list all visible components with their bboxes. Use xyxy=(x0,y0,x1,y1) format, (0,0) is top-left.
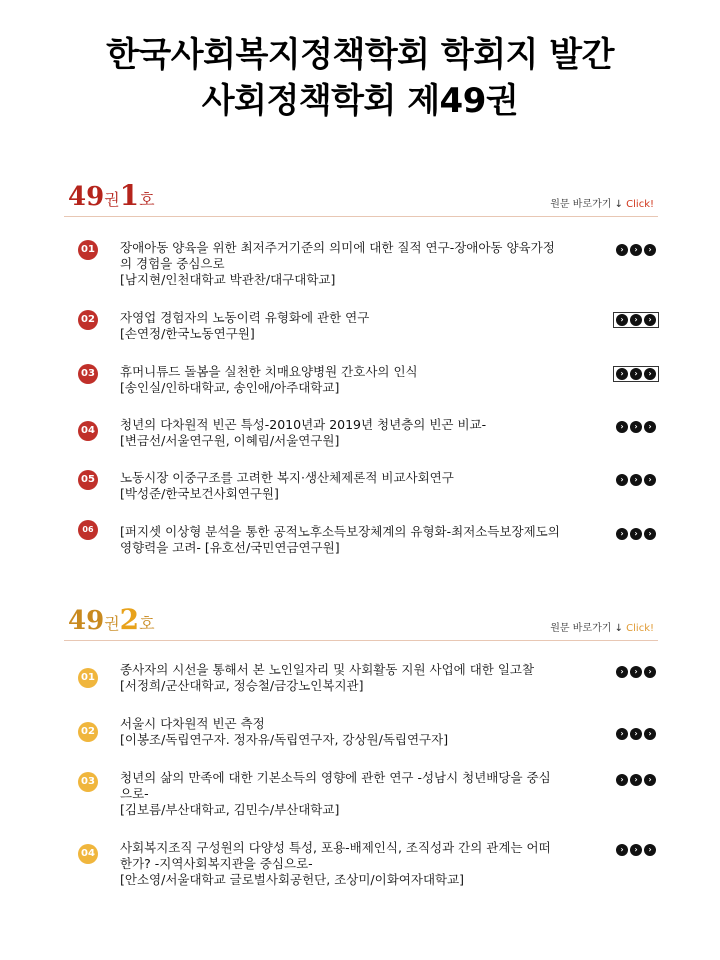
open-paper-button[interactable] xyxy=(616,728,656,740)
click-label: Click! xyxy=(626,623,654,634)
open-paper-button[interactable] xyxy=(616,474,656,486)
go-to-original-label: 원문 바로가기 ↓ xyxy=(550,199,623,210)
paper-title: 청년의 삶의 만족에 대한 기본소득의 영향에 관한 연구 -성남시 청년배당을 중심으로- xyxy=(120,770,551,801)
issue-2-section xyxy=(64,603,658,887)
arrow-right-icon: › xyxy=(644,474,656,486)
arrow-right-icon: › xyxy=(616,244,628,256)
page-title-line1: 한국사회복지정책학회 학회지 발간 xyxy=(106,35,614,75)
item-number-badge: 04 xyxy=(78,844,98,864)
arrow-right-icon: › xyxy=(630,528,642,540)
arrow-right-icon: › xyxy=(644,844,656,856)
open-paper-button[interactable] xyxy=(614,313,658,327)
paper-title: 장애아동 양육을 위한 최저주거기준의 의미에 대한 질적 연구-장애아동 양육가정의 경험을 중심으로 xyxy=(120,240,555,271)
arrow-right-icon: › xyxy=(644,421,656,433)
open-paper-button[interactable] xyxy=(614,367,658,381)
paper-authors: [서정희/군산대학교, 정승철/금강노인복지관] xyxy=(120,678,364,693)
paper-title: 사회복지조직 구성원의 다양성 특성, 포용-배제인식, 조직성과 간의 관계는 어떠한가? -지역사회복지관을 중심으로- xyxy=(120,840,551,871)
arrow-right-icon: › xyxy=(616,774,628,786)
item-number-badge: 06 xyxy=(78,520,98,540)
issue-number: 1 xyxy=(119,179,140,212)
paper-authors: [변금선/서울연구원, 이혜림/서울연구원] xyxy=(120,433,340,448)
paper-authors: [손연정/한국노동연구원] xyxy=(120,326,255,341)
arrow-right-icon: › xyxy=(616,728,628,740)
arrow-right-icon: › xyxy=(630,774,642,786)
item-number-badge: 04 xyxy=(78,421,98,441)
arrow-right-icon: › xyxy=(616,368,628,380)
paper-authors: [박성준/한국보건사회연구원] xyxy=(120,486,279,501)
page-title-line2: 사회정책학회 제49권 xyxy=(201,81,519,121)
page-title xyxy=(0,32,720,124)
item-number-badge: 03 xyxy=(78,772,98,792)
paper-title: 종사자의 시선을 통해서 본 노인일자리 및 사회활동 지원 사업에 대한 일고찰 xyxy=(120,662,535,677)
paper-authors: [이봉조/독립연구자. 정자유/독립연구자, 강상원/독립연구자] xyxy=(120,732,449,747)
arrow-right-icon: › xyxy=(630,666,642,678)
arrow-right-icon: › xyxy=(630,728,642,740)
item-number-badge: 01 xyxy=(78,668,98,688)
arrow-right-icon: › xyxy=(644,314,656,326)
arrow-right-icon: › xyxy=(630,421,642,433)
arrow-right-icon: › xyxy=(630,314,642,326)
item-number-badge: 01 xyxy=(78,240,98,260)
issue-suffix: 호 xyxy=(139,614,155,633)
go-to-original-label: 원문 바로가기 ↓ xyxy=(550,623,623,634)
item-number-badge: 05 xyxy=(78,470,98,490)
issue-1-label xyxy=(68,179,155,212)
paper-title: 휴머니튜드 돌봄을 실천한 치매요양병원 간호사의 인식 xyxy=(120,364,418,379)
paper-title: 자영업 경험자의 노동이력 유형화에 관한 연구 xyxy=(120,310,370,325)
paper-title: 청년의 다차원적 빈곤 특성-2010년과 2019년 청년층의 빈곤 비교- xyxy=(120,417,487,432)
issue-1-section xyxy=(64,179,658,555)
arrow-right-icon: › xyxy=(616,421,628,433)
arrow-right-icon: › xyxy=(644,244,656,256)
open-paper-button[interactable] xyxy=(616,774,656,786)
paper-authors: [김보름/부산대학교, 김민수/부산대학교] xyxy=(120,802,340,817)
issue-2-label xyxy=(68,603,155,636)
open-paper-button[interactable] xyxy=(616,421,656,433)
arrow-right-icon: › xyxy=(616,314,628,326)
open-paper-button[interactable] xyxy=(616,666,656,678)
open-paper-button[interactable] xyxy=(616,528,656,540)
paper-authors: [송인실/인하대학교, 송인애/아주대학교] xyxy=(120,380,340,395)
volume-number: 49 xyxy=(68,182,105,212)
volume-suffix: 권 xyxy=(104,614,120,633)
arrow-right-icon: › xyxy=(644,774,656,786)
arrow-right-icon: › xyxy=(644,728,656,740)
go-to-original-link[interactable] xyxy=(550,619,654,634)
issue-suffix: 호 xyxy=(139,190,155,209)
arrow-right-icon: › xyxy=(630,844,642,856)
arrow-right-icon: › xyxy=(644,528,656,540)
arrow-right-icon: › xyxy=(644,666,656,678)
item-number-badge: 02 xyxy=(78,310,98,330)
arrow-right-icon: › xyxy=(616,666,628,678)
item-number-badge: 03 xyxy=(78,364,98,384)
volume-suffix: 권 xyxy=(104,190,120,209)
issue-number: 2 xyxy=(119,603,140,636)
paper-title: 서울시 다차원적 빈곤 측정 xyxy=(120,716,265,731)
arrow-right-icon: › xyxy=(616,474,628,486)
item-number-badge: 02 xyxy=(78,722,98,742)
arrow-right-icon: › xyxy=(616,528,628,540)
paper-authors: [안소영/서울대학교 글로벌사회공헌단, 조상미/이화여자대학교] xyxy=(120,872,465,887)
arrow-right-icon: › xyxy=(644,368,656,380)
open-paper-button[interactable] xyxy=(616,844,656,856)
issue-1-header xyxy=(64,180,658,217)
click-label: Click! xyxy=(626,199,654,210)
arrow-right-icon: › xyxy=(630,368,642,380)
paper-title: 노동시장 이중구조를 고려한 복지·생산체제론적 비교사회연구 xyxy=(120,470,454,485)
arrow-right-icon: › xyxy=(630,244,642,256)
volume-number: 49 xyxy=(68,606,105,636)
open-paper-button[interactable] xyxy=(616,244,656,256)
arrow-right-icon: › xyxy=(630,474,642,486)
paper-authors: [남지현/인천대학교 박관찬/대구대학교] xyxy=(120,272,336,287)
paper-title: [퍼지셋 이상형 분석을 통한 공적노후소득보장체계의 유형화-최저소득보장제도의 영향력을 고려- [유호선/국민연금연구원] xyxy=(120,524,560,555)
go-to-original-link[interactable] xyxy=(550,195,654,210)
issue-2-header xyxy=(64,604,658,641)
arrow-right-icon: › xyxy=(616,844,628,856)
